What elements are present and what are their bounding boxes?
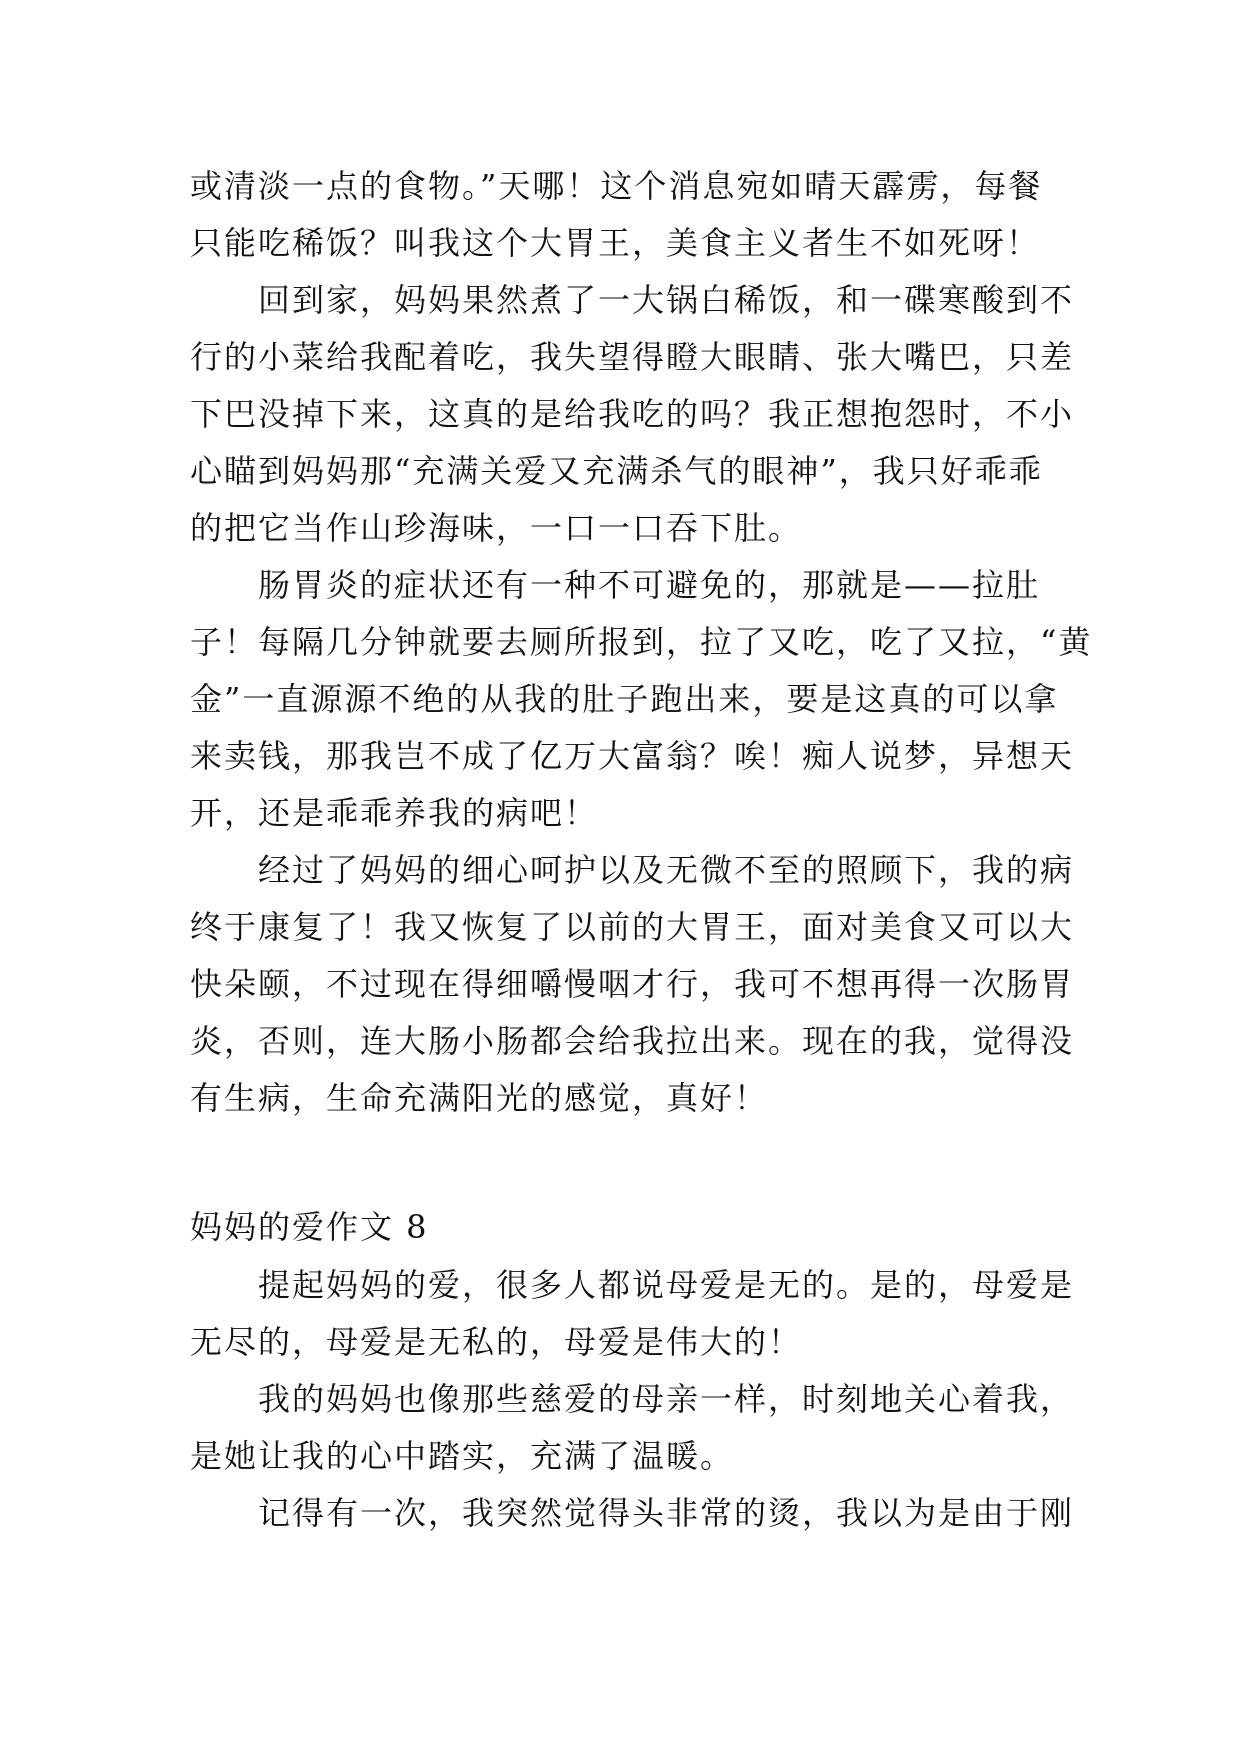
text-line: 的把它当作山珍海味，一口一口吞下肚。 — [190, 509, 803, 547]
text-line: 行的小菜给我配着吃，我失望得瞪大眼睛、张大嘴巴，只差 — [190, 338, 1075, 376]
text-line: 金”一直源源不绝的从我的肚子跑出来，要是这真的可以拿 — [190, 680, 1059, 718]
text-line: 终于康复了！我又恢复了以前的大胃王，面对美食又可以大 — [190, 908, 1075, 946]
text-line: 有生病，生命充满阳光的感觉，真好！ — [190, 1079, 769, 1117]
text-line: 炎，否则，连大肠小肠都会给我拉出来。现在的我，觉得没 — [190, 1022, 1075, 1060]
text-line: 子！每隔几分钟就要去厕所报到，拉了又吃，吃了又拉，“黄 — [190, 623, 1093, 661]
text-line: 来卖钱，那我岂不成了亿万大富翁？唉！痴人说梦，异想天 — [190, 737, 1075, 775]
text-line: 快朵颐，不过现在得细嚼慢咽才行，我可不想再得一次肠胃 — [190, 965, 1075, 1003]
paragraph-start: 经过了妈妈的细心呵护以及无微不至的照顾下，我的病 — [258, 851, 1075, 889]
text-line: 下巴没掉下来，这真的是给我吃的吗？我正想抱怨时，不小 — [190, 395, 1075, 433]
paragraph-start: 我的妈妈也像那些慈爱的母亲一样，时刻地关心着我， — [258, 1380, 1075, 1418]
text-line: 或清淡一点的食物。”天哪！这个消息宛如晴天霹雳，每餐 — [190, 167, 1043, 205]
text-line: 开，还是乖乖养我的病吧！ — [190, 794, 599, 832]
paragraph-start: 回到家，妈妈果然煮了一大锅白稀饭，和一碟寒酸到不 — [258, 281, 1075, 319]
section-title: 妈妈的爱作文 8 — [190, 1208, 429, 1246]
text-line: 心瞄到妈妈那“充满关爱又充满杀气的眼神”，我只好乖乖 — [190, 452, 1043, 490]
paragraph-start: 记得有一次，我突然觉得头非常的烫，我以为是由于刚 — [258, 1494, 1075, 1532]
text-line: 是她让我的心中踏实，充满了温暖。 — [190, 1437, 735, 1475]
text-line: 无尽的，母爱是无私的，母爱是伟大的！ — [190, 1323, 803, 1361]
text-line: 只能吃稀饭？叫我这个大胃王，美食主义者生不如死呀！ — [190, 224, 1041, 262]
paragraph-start: 提起妈妈的爱，很多人都说母爱是无的。是的，母爱是 — [258, 1266, 1075, 1304]
paragraph-start: 肠胃炎的症状还有一种不可避免的，那就是——拉肚 — [258, 566, 1041, 604]
